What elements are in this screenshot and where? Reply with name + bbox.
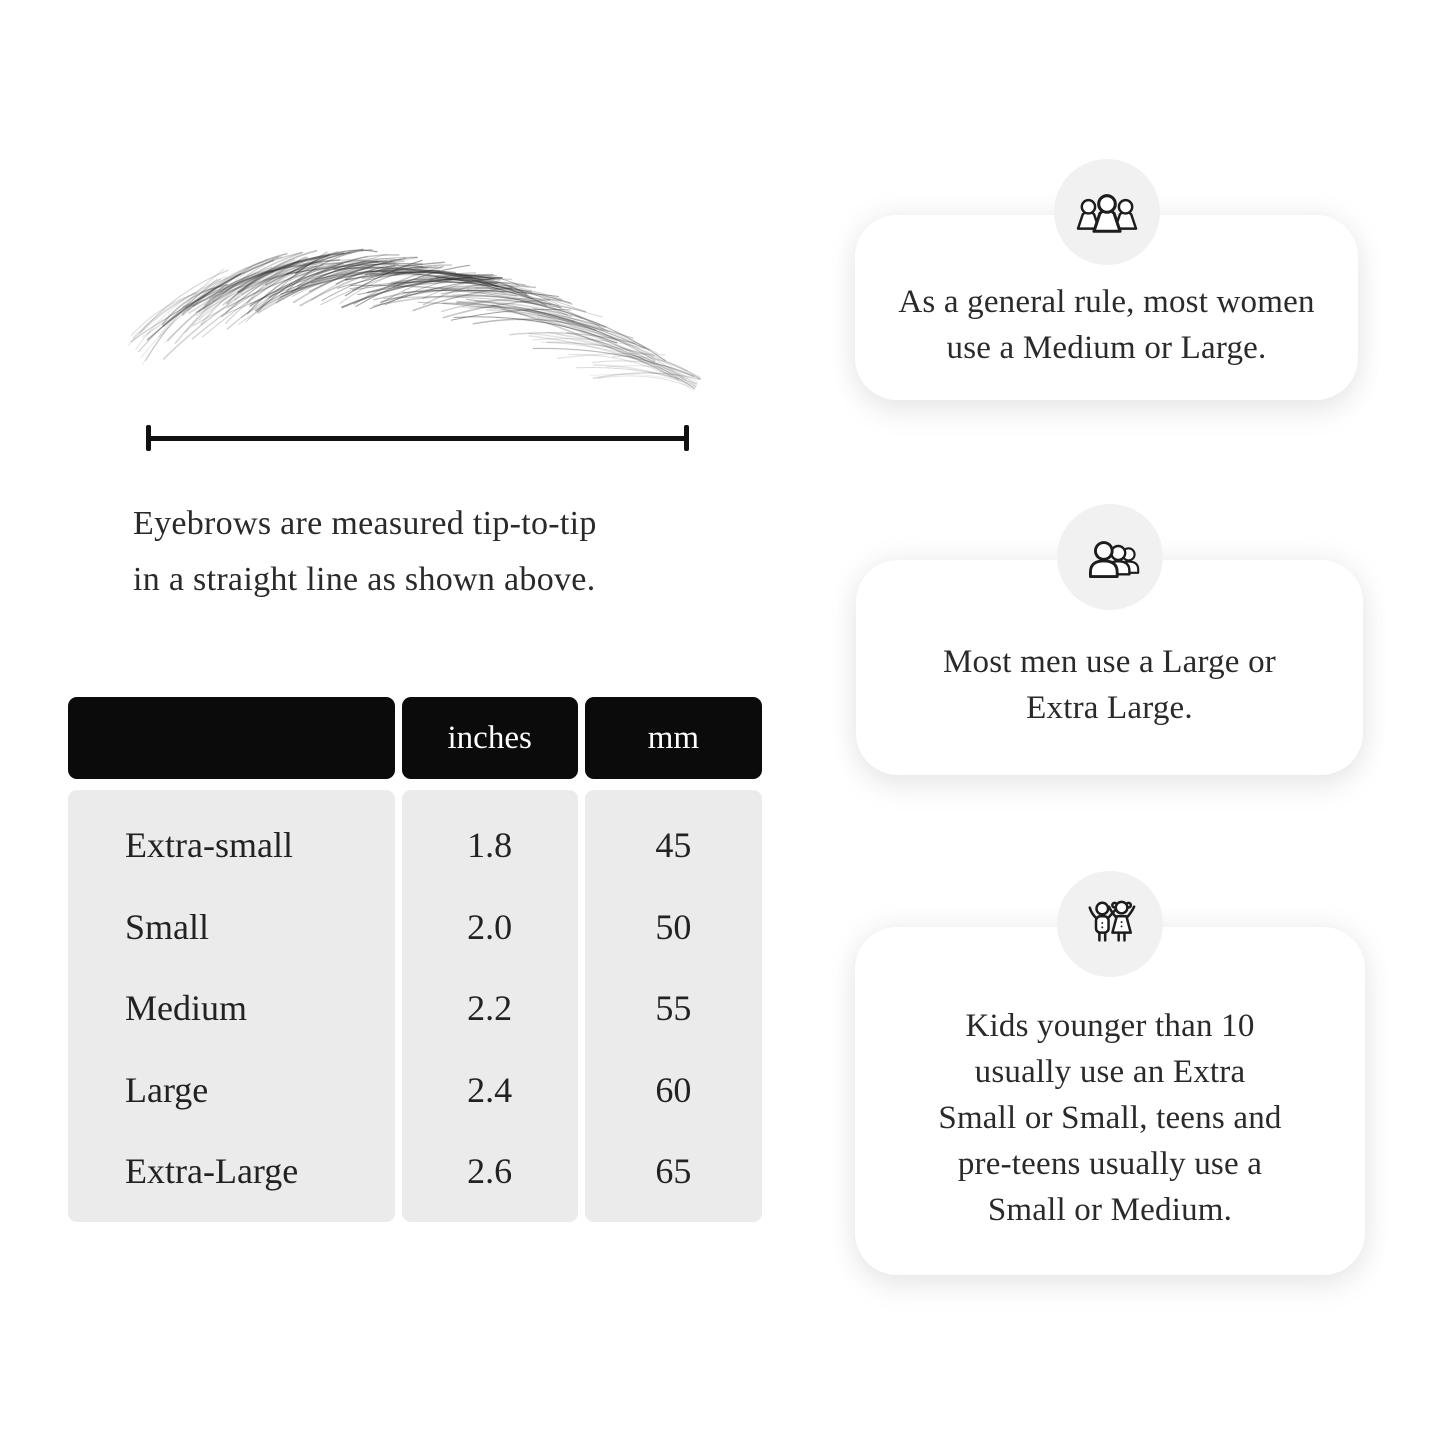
size-table-body xyxy=(68,790,762,1222)
measurement-line-right-cap xyxy=(684,425,689,451)
eyebrow-illustration xyxy=(95,228,710,413)
inches-cell: 1.8 xyxy=(467,825,513,865)
inches-cell: 2.4 xyxy=(467,1069,513,1110)
size-cell: Extra-Large xyxy=(125,1151,299,1191)
size-cell: Medium xyxy=(125,988,247,1028)
size-table xyxy=(68,697,762,1222)
size-cell: Small xyxy=(125,906,210,947)
size-cell: Large xyxy=(125,1069,209,1110)
card-text xyxy=(938,1003,1281,1233)
icon-circle xyxy=(1057,871,1163,977)
inches-column xyxy=(402,790,578,1222)
card-text-line: pre-teens usually use a xyxy=(957,1146,1263,1182)
mm-column xyxy=(585,790,762,1222)
mm-cell: 65 xyxy=(655,1151,692,1191)
icon-circle xyxy=(1054,159,1160,265)
size-column xyxy=(68,790,395,1222)
mm-cell: 55 xyxy=(655,988,692,1028)
card-text-line: usually use an Extra xyxy=(974,1054,1246,1090)
card-text xyxy=(898,279,1314,371)
measurement-line xyxy=(146,425,689,451)
card-text-line: use a Medium or Large. xyxy=(946,329,1267,366)
header-cell-size xyxy=(68,697,395,779)
info-card-men xyxy=(856,560,1363,775)
card-text xyxy=(943,639,1276,731)
mm-cell: 45 xyxy=(655,825,692,865)
header-cell-mm: mm xyxy=(585,697,762,779)
header-cell-inches: inches xyxy=(402,697,578,779)
kids-icon xyxy=(1077,897,1143,951)
icon-circle xyxy=(1057,504,1163,610)
inches-cell: 2.0 xyxy=(467,906,513,947)
mm-cell: 60 xyxy=(655,1069,692,1110)
card-text-line: Small or Medium. xyxy=(987,1192,1233,1228)
measurement-line-bar xyxy=(146,436,689,441)
info-card-kids xyxy=(855,927,1365,1275)
mm-cell: 50 xyxy=(655,906,692,947)
card-text-line: As a general rule, most women xyxy=(898,283,1315,320)
inches-cell: 2.6 xyxy=(467,1151,513,1191)
size-cell: Extra-small xyxy=(125,825,293,865)
inches-cell: 2.2 xyxy=(467,988,513,1028)
figure-caption-line-2: in a straight line as shown above. xyxy=(133,561,596,598)
figure-caption xyxy=(133,496,753,608)
women-group-icon xyxy=(1074,185,1140,239)
info-card-women xyxy=(855,215,1358,400)
card-text-line: Kids younger than 10 xyxy=(965,1008,1255,1044)
size-table-header-row xyxy=(68,697,762,779)
card-text-line: Small or Small, teens and xyxy=(938,1100,1282,1136)
figure-caption-line-1: Eyebrows are measured tip-to-tip xyxy=(133,505,597,542)
card-text-line: Extra Large. xyxy=(1026,689,1193,726)
card-text-line: Most men use a Large or xyxy=(943,643,1276,680)
men-group-icon xyxy=(1077,530,1143,584)
